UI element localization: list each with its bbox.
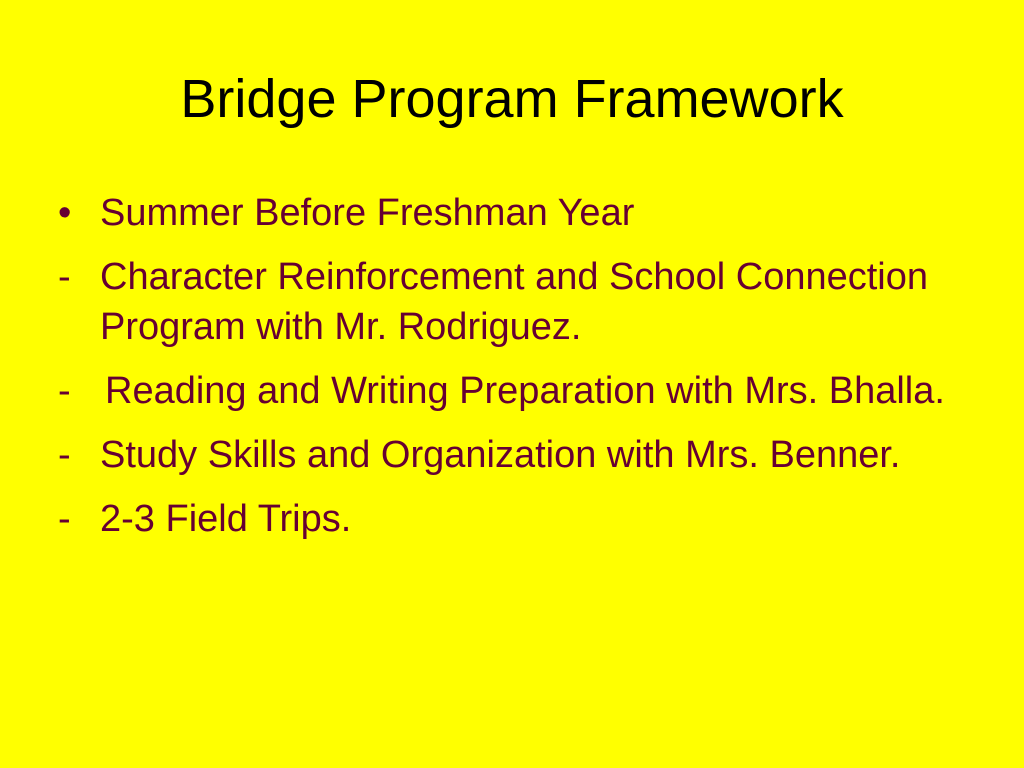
list-item-text: Study Skills and Organization with Mrs. Benner. [100, 434, 901, 476]
list-item-text: Summer Before Freshman Year [100, 192, 635, 234]
list-item [58, 366, 998, 416]
dash-marker: - [58, 256, 71, 298]
list-item [58, 494, 998, 544]
list-item [58, 430, 998, 480]
dash-marker: - [58, 370, 71, 412]
bullet-list [58, 188, 998, 558]
list-item-text: Character Reinforcement and School Connection Program with Mr. Rodriguez. [100, 256, 929, 348]
slide-title: Bridge Program Framework [180, 69, 844, 129]
list-item-text: Reading and Writing Preparation with Mrs. Bhalla. [105, 370, 945, 412]
list-item-text: 2-3 Field Trips. [100, 498, 352, 540]
dash-marker: - [58, 498, 71, 540]
dash-marker: - [58, 434, 71, 476]
list-item [58, 188, 998, 238]
bullet-marker: • [58, 192, 72, 234]
list-item [58, 252, 998, 352]
